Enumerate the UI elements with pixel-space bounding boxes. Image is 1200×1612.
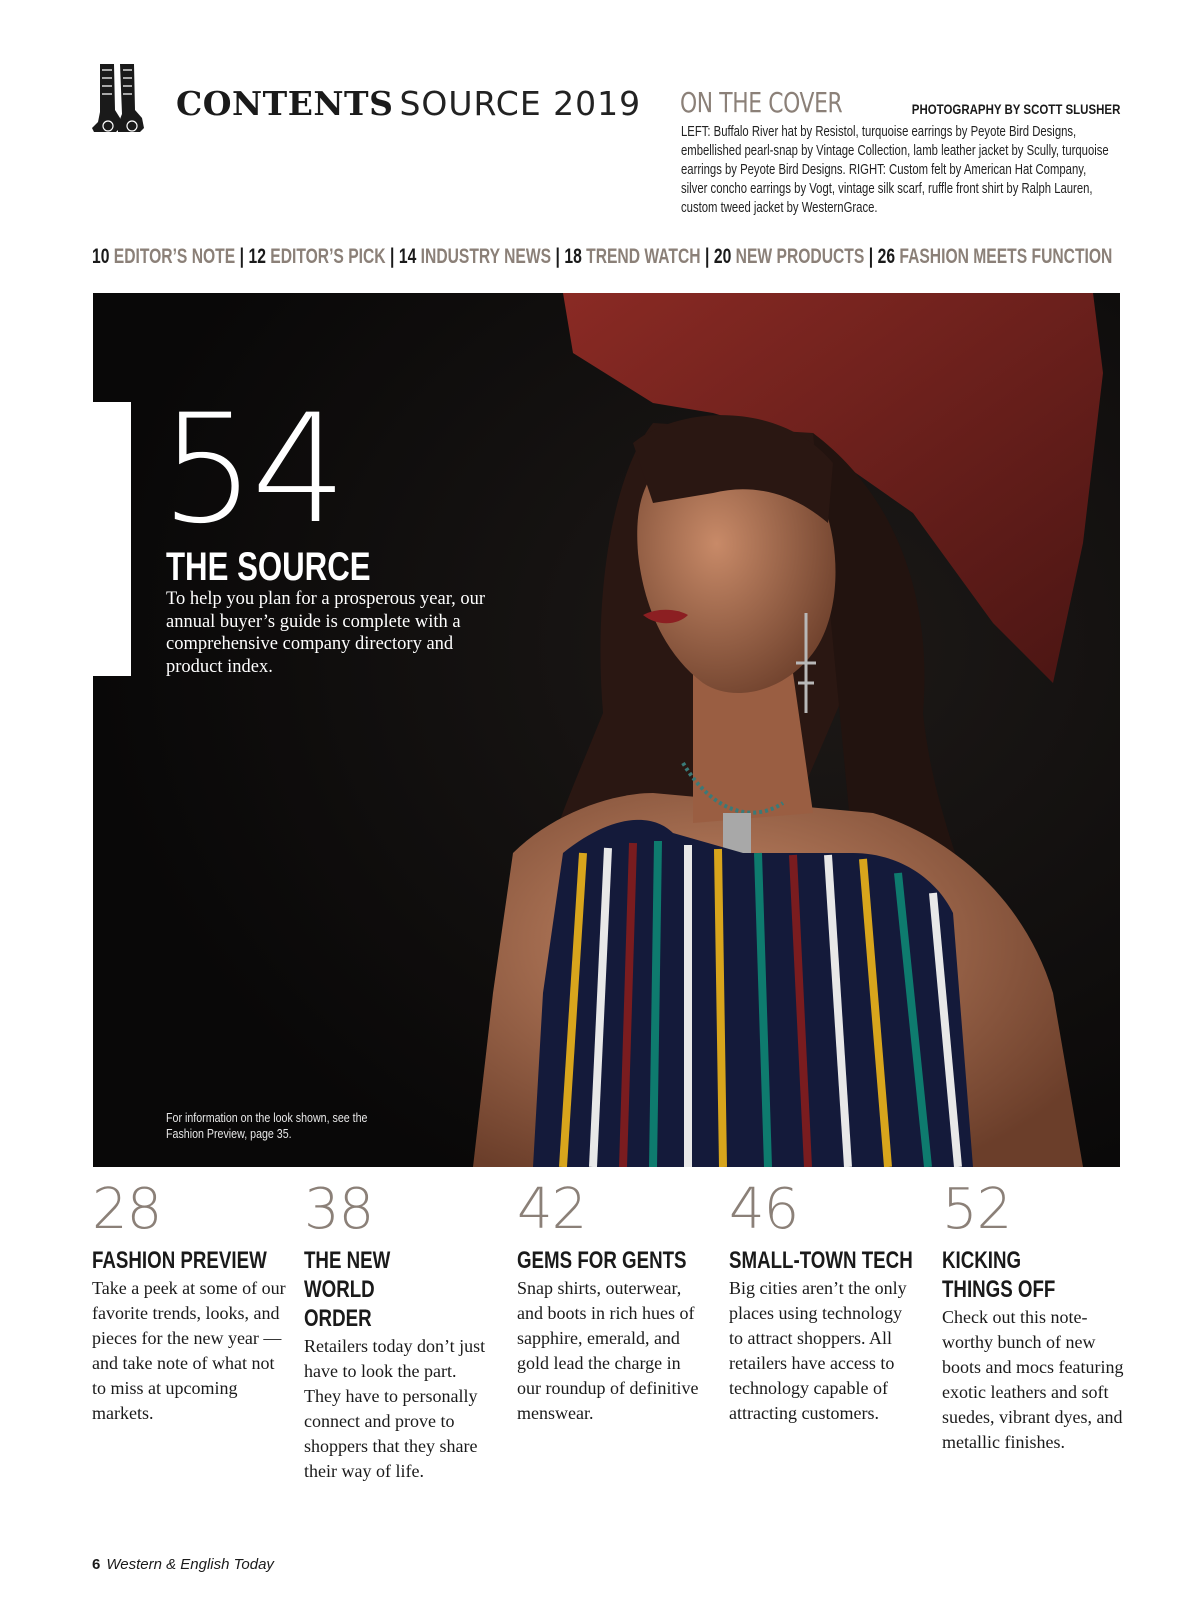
footer-page-number: 6 <box>92 1556 101 1573</box>
on-the-cover-heading: ON THE COVER <box>680 86 843 119</box>
feature-new-world-order[interactable] <box>304 1177 494 1484</box>
hero-bracket <box>93 402 131 676</box>
cover-caption: LEFT: Buffalo River hat by Resistol, turquoise earrings by Peyote Bird Designs, embellished pearl-snap by Vintage Collection, lamb leather jacket by Scully, turquoise earrings by Peyote Bird Designs. RIGHT: Custom felt by American Hat Company, silver concho earrings by Vogt, vintage silk scarf, ruffle front shirt by Ralph Lauren, custom tweed jacket by WesternGrace. <box>681 124 1109 216</box>
feature-kicking-things-off[interactable] <box>942 1177 1132 1455</box>
pendant-shape <box>723 813 751 853</box>
feature-description: Check out this note-worthy bunch of new boots and mocs featuring exotic leathers and soft suedes, vibrant dyes, and metallic finishes. <box>942 1307 1124 1452</box>
feature-title: KICKING THINGS OFF <box>942 1247 1056 1303</box>
feature-page-number: 52 <box>942 1177 1012 1242</box>
feature-gems-for-gents[interactable] <box>517 1177 707 1426</box>
feature-title: FASHION PREVIEW <box>92 1247 267 1274</box>
feature-description: Snap shirts, outerwear, and boots in rich hues of sapphire, emerald, and gold lead the charge in our roundup of definitive menswear. <box>517 1278 699 1423</box>
footer-publication: Western & English Today <box>106 1556 274 1573</box>
nav-item-new-products[interactable]: 20 NEW PRODUCTS <box>713 245 865 268</box>
cowboy-boot-icon <box>90 62 148 138</box>
feature-page-number: 46 <box>729 1177 799 1242</box>
page-footer <box>92 1556 274 1573</box>
nav-item-trend-watch[interactable]: 18 TREND WATCH <box>564 245 701 268</box>
contents-nav: 10 EDITOR’S NOTE | 12 EDITOR’S PICK | 14 INDUSTRY NEWS | 18 TREND WATCH | 20 NEW PRODUCTS | 26 FASHION MEETS FUNCTION <box>92 245 1113 268</box>
hero-title[interactable]: THE SOURCE <box>166 545 371 589</box>
hero-photo-note: For information on the look shown, see the Fashion Preview, page 35. <box>166 1110 368 1141</box>
nav-item-fashion-meets-function[interactable]: 26 FASHION MEETS FUNCTION <box>877 245 1113 268</box>
feature-small-town-tech[interactable] <box>729 1177 914 1426</box>
hero-description: To help you plan for a prosperous year, our annual buyer’s guide is complete with a comprehensive company directory and product index. <box>166 589 486 677</box>
title-contents: CONTENTS <box>176 84 394 123</box>
hero-page-number: 54 <box>160 383 343 557</box>
nav-item-industry-news[interactable]: 14 INDUSTRY NEWS <box>398 245 552 268</box>
page-title <box>176 84 641 124</box>
feature-description: Big cities aren’t the only places using technology to attract shoppers. All retailers have access to technology capable of attracting customers. <box>729 1278 907 1423</box>
feature-fashion-preview[interactable] <box>92 1177 292 1426</box>
feature-description: Retailers today don’t just have to look the part. They have to personally connect and prove to shoppers that they share their way of life. <box>304 1336 486 1481</box>
feature-page-number: 38 <box>304 1177 374 1242</box>
title-issue: SOURCE 2019 <box>399 84 642 123</box>
photo-credit: PHOTOGRAPHY BY SCOTT SLUSHER <box>911 101 1120 117</box>
feature-title: SMALL-TOWN TECH <box>729 1247 913 1274</box>
feature-title: THE NEW WORLD ORDER <box>304 1247 391 1332</box>
nav-item-editors-note[interactable]: 10 EDITOR’S NOTE <box>92 245 236 268</box>
feature-title: GEMS FOR GENTS <box>517 1247 687 1274</box>
feature-page-number: 42 <box>517 1177 587 1242</box>
nav-item-editors-pick[interactable]: 12 EDITOR’S PICK <box>248 245 386 268</box>
feature-page-number: 28 <box>92 1177 162 1242</box>
feature-description: Take a peek at some of our favorite trends, looks, and pieces for the new year — and take note of what not to miss at upcoming markets. <box>92 1278 286 1423</box>
